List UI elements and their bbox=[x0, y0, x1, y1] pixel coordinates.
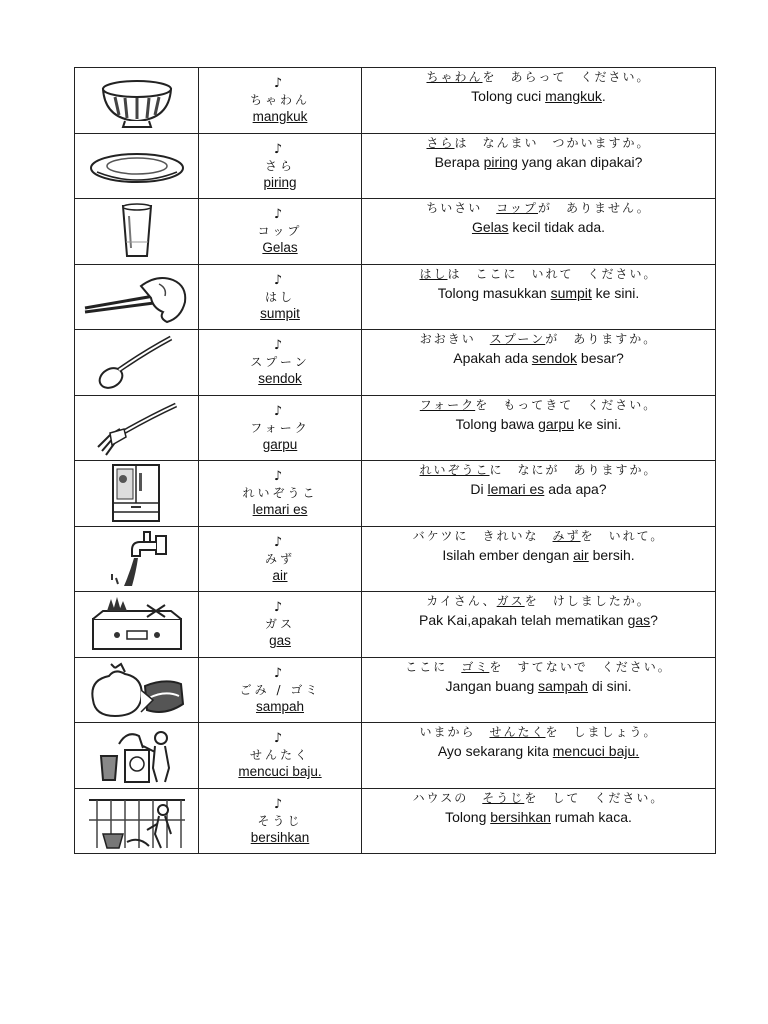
sentence-text: Apakah ada bbox=[453, 350, 532, 366]
sentence-text: を しましょう。 bbox=[545, 725, 658, 739]
sentence-text: di sini. bbox=[587, 677, 632, 694]
picture-cell bbox=[75, 133, 199, 199]
sentence-text: ? bbox=[650, 612, 658, 628]
sentence-text: kecil tidak ada. bbox=[508, 219, 606, 235]
indonesian-word: piring bbox=[263, 174, 297, 190]
indonesian-word: gas bbox=[269, 633, 291, 648]
japanese-sentence bbox=[362, 397, 715, 413]
vocabulary-table bbox=[74, 67, 716, 854]
sentence-text: は ここに いれて ください。 bbox=[447, 266, 658, 281]
table-row bbox=[75, 526, 716, 592]
music-note-icon[interactable]: ♪ bbox=[273, 534, 283, 550]
indonesian-word: sendok bbox=[258, 371, 302, 386]
indonesian-sentence bbox=[362, 742, 715, 760]
glass-icon bbox=[75, 202, 198, 260]
music-note-icon[interactable]: ♪ bbox=[273, 76, 283, 91]
word-cell bbox=[199, 264, 362, 330]
highlighted-word: そうじ bbox=[482, 790, 525, 805]
sentence-cell bbox=[362, 133, 716, 199]
highlighted-word: bersihkan bbox=[490, 808, 551, 825]
spoon-icon bbox=[75, 332, 198, 392]
japanese-word: はし bbox=[264, 289, 295, 304]
indonesian-word: bersihkan bbox=[250, 829, 310, 845]
indonesian-sentence bbox=[362, 415, 715, 433]
sentence-cell bbox=[362, 330, 716, 396]
japanese-sentence bbox=[362, 69, 715, 85]
sentence-cell bbox=[362, 657, 716, 723]
picture-cell bbox=[75, 723, 199, 789]
highlighted-word: mangkuk bbox=[545, 88, 602, 104]
sentence-text: ちいさい bbox=[426, 201, 497, 215]
sentence-text: Ayo sekarang kita bbox=[437, 743, 553, 759]
japanese-sentence bbox=[362, 462, 715, 478]
water-faucet-icon bbox=[75, 528, 198, 590]
table-row bbox=[75, 657, 716, 723]
sentence-text: は なんまい つかいますか。 bbox=[454, 135, 651, 150]
sentence-text: Jangan buang bbox=[445, 677, 539, 694]
sentence-cell bbox=[362, 592, 716, 658]
highlighted-word: スプーン bbox=[489, 332, 546, 346]
music-note-icon[interactable]: ♪ bbox=[273, 469, 283, 484]
sentence-text: besar? bbox=[577, 350, 624, 366]
japanese-sentence bbox=[362, 659, 715, 675]
indonesian-sentence bbox=[362, 611, 715, 629]
indonesian-word: mangkuk bbox=[252, 109, 308, 124]
indonesian-sentence bbox=[362, 546, 715, 564]
word-cell bbox=[199, 723, 362, 789]
greenhouse-cleaning-icon bbox=[75, 790, 198, 852]
music-note-icon[interactable]: ♪ bbox=[273, 338, 283, 353]
highlighted-word: さら bbox=[426, 135, 455, 150]
highlighted-word: garpu bbox=[538, 415, 574, 432]
japanese-word: ガス bbox=[264, 617, 295, 631]
sentence-cell bbox=[362, 788, 716, 854]
word-cell bbox=[199, 788, 362, 854]
indonesian-sentence bbox=[362, 480, 715, 498]
japanese-sentence bbox=[362, 135, 715, 151]
highlighted-word: gas bbox=[627, 612, 651, 628]
highlighted-word: フォーク bbox=[419, 397, 476, 412]
picture-cell bbox=[75, 68, 199, 134]
japanese-sentence bbox=[362, 593, 715, 609]
chopsticks-icon bbox=[75, 268, 198, 326]
refrigerator-icon bbox=[75, 463, 198, 523]
picture-cell bbox=[75, 526, 199, 592]
sentence-text: Tolong cuci bbox=[471, 88, 546, 104]
fork-icon bbox=[75, 399, 198, 457]
sentence-text: いまから bbox=[419, 725, 490, 739]
japanese-word: フォーク bbox=[250, 420, 310, 435]
sentence-text: rumah kaca. bbox=[550, 808, 632, 825]
sentence-text: を けしましたか。 bbox=[524, 594, 651, 608]
sentence-cell bbox=[362, 461, 716, 527]
sentence-text: を もってきて ください。 bbox=[475, 397, 658, 412]
sentence-cell bbox=[362, 723, 716, 789]
sentence-text: Tolong bawa bbox=[455, 415, 539, 432]
highlighted-word: piring bbox=[483, 153, 518, 170]
sentence-text: カイさん、 bbox=[426, 594, 497, 608]
table-row bbox=[75, 461, 716, 527]
music-note-icon[interactable]: ♪ bbox=[273, 403, 283, 419]
indonesian-sentence bbox=[362, 87, 715, 105]
word-cell bbox=[199, 199, 362, 265]
table-row bbox=[75, 133, 716, 199]
japanese-sentence bbox=[362, 266, 715, 282]
japanese-sentence bbox=[362, 790, 715, 806]
highlighted-word: コップ bbox=[496, 201, 539, 215]
sentence-text: が ありません。 bbox=[538, 201, 651, 215]
picture-cell bbox=[75, 592, 199, 658]
sentence-cell bbox=[362, 68, 716, 134]
sentence-cell bbox=[362, 264, 716, 330]
word-cell bbox=[199, 330, 362, 396]
highlighted-word: ガス bbox=[496, 594, 525, 608]
table-row bbox=[75, 788, 716, 854]
sentence-text: yang akan dipakai? bbox=[517, 153, 643, 170]
table-row bbox=[75, 330, 716, 396]
indonesian-sentence bbox=[362, 677, 715, 695]
garbage-bag-icon bbox=[75, 660, 198, 720]
japanese-word: スプーン bbox=[250, 355, 310, 369]
sentence-text: bersih. bbox=[588, 546, 635, 563]
table-row bbox=[75, 395, 716, 461]
picture-cell bbox=[75, 788, 199, 854]
sentence-text: . bbox=[601, 88, 606, 104]
indonesian-word: Gelas bbox=[262, 240, 298, 255]
highlighted-word: sumpit bbox=[550, 284, 592, 301]
highlighted-word: mencuci baju. bbox=[552, 743, 640, 759]
picture-cell bbox=[75, 461, 199, 527]
picture-cell bbox=[75, 657, 199, 723]
indonesian-word: sumpit bbox=[260, 305, 300, 321]
sentence-text: に なにが ありますか。 bbox=[489, 463, 658, 477]
indonesian-sentence bbox=[362, 808, 715, 826]
picture-cell bbox=[75, 199, 199, 265]
picture-cell bbox=[75, 330, 199, 396]
japanese-word: せんたく bbox=[249, 748, 310, 762]
music-note-icon[interactable]: ♪ bbox=[273, 600, 283, 615]
music-note-icon[interactable]: ♪ bbox=[273, 141, 283, 157]
highlighted-word: せんたく bbox=[489, 725, 546, 739]
sentence-text: Tolong bbox=[445, 808, 491, 825]
highlighted-word: Gelas bbox=[471, 219, 509, 235]
japanese-sentence bbox=[362, 200, 715, 216]
sentence-text: を して ください。 bbox=[524, 790, 665, 805]
highlighted-word: れいぞうこ bbox=[419, 463, 490, 477]
sentence-cell bbox=[362, 199, 716, 265]
music-note-icon[interactable]: ♪ bbox=[273, 272, 283, 288]
japanese-sentence bbox=[362, 528, 715, 544]
vocabulary-table-body bbox=[75, 68, 716, 854]
table-row bbox=[75, 592, 716, 658]
sentence-text: Tolong masukkan bbox=[437, 284, 551, 301]
indonesian-sentence bbox=[362, 218, 715, 236]
japanese-word: コップ bbox=[257, 224, 303, 238]
indonesian-word: garpu bbox=[262, 436, 298, 452]
plate-icon bbox=[75, 144, 198, 188]
sentence-cell bbox=[362, 526, 716, 592]
bowl-icon bbox=[75, 71, 198, 129]
picture-cell bbox=[75, 264, 199, 330]
sentence-text: おおきい bbox=[419, 332, 490, 346]
sentence-text: を すてないで ください。 bbox=[489, 659, 672, 674]
sentence-text: ke sini. bbox=[591, 284, 640, 301]
indonesian-word: mencuci baju. bbox=[238, 764, 322, 779]
japanese-sentence bbox=[362, 331, 715, 347]
table-row bbox=[75, 723, 716, 789]
sentence-cell bbox=[362, 395, 716, 461]
word-cell bbox=[199, 592, 362, 658]
sentence-text: Di bbox=[470, 481, 488, 497]
japanese-sentence bbox=[362, 724, 715, 740]
indonesian-word: lemari es bbox=[252, 502, 308, 517]
indonesian-sentence bbox=[362, 349, 715, 367]
indonesian-word: air bbox=[272, 567, 288, 583]
table-row bbox=[75, 199, 716, 265]
sentence-text: ada apa? bbox=[544, 481, 607, 497]
sentence-text: が ありますか。 bbox=[545, 332, 658, 346]
highlighted-word: はし bbox=[419, 266, 448, 281]
music-note-icon[interactable]: ♪ bbox=[273, 731, 283, 746]
laundry-icon bbox=[75, 724, 198, 786]
word-cell bbox=[199, 68, 362, 134]
sentence-text: ke sini. bbox=[573, 415, 622, 432]
japanese-word: そうじ bbox=[257, 813, 303, 828]
highlighted-word: ちゃわん bbox=[426, 70, 483, 84]
word-cell bbox=[199, 657, 362, 723]
japanese-word: さら bbox=[264, 158, 295, 173]
indonesian-sentence bbox=[362, 153, 715, 171]
sentence-text: Berapa bbox=[434, 153, 484, 170]
word-cell bbox=[199, 461, 362, 527]
music-note-icon[interactable]: ♪ bbox=[273, 207, 283, 222]
word-cell bbox=[199, 395, 362, 461]
japanese-word: れいぞうこ bbox=[242, 486, 318, 500]
japanese-word: ごみ / ゴミ bbox=[239, 682, 321, 697]
highlighted-word: sendok bbox=[531, 350, 578, 366]
highlighted-word: ゴミ bbox=[461, 659, 490, 674]
gas-stove-icon bbox=[75, 595, 198, 653]
sentence-text: ここに bbox=[405, 659, 462, 674]
sentence-text: を あらって ください。 bbox=[482, 70, 651, 84]
highlighted-word: lemari es bbox=[487, 481, 545, 497]
picture-cell bbox=[75, 395, 199, 461]
word-cell bbox=[199, 526, 362, 592]
sentence-text: ハウスの bbox=[412, 790, 483, 805]
highlighted-word: みず bbox=[552, 528, 581, 543]
highlighted-word: sampah bbox=[538, 677, 588, 694]
table-row bbox=[75, 264, 716, 330]
music-note-icon[interactable]: ♪ bbox=[273, 665, 283, 681]
sentence-text: を いれて。 bbox=[580, 528, 665, 543]
sentence-text: Pak Kai,apakah telah mematikan bbox=[419, 612, 628, 628]
sentence-text: バケツに きれいな bbox=[412, 528, 553, 543]
table-row bbox=[75, 68, 716, 134]
indonesian-sentence bbox=[362, 284, 715, 302]
japanese-word: ちゃわん bbox=[249, 93, 310, 107]
highlighted-word: air bbox=[573, 546, 589, 563]
word-cell bbox=[199, 133, 362, 199]
japanese-word: みず bbox=[264, 551, 295, 566]
sentence-text: Isilah ember dengan bbox=[442, 546, 574, 563]
music-note-icon[interactable]: ♪ bbox=[273, 796, 283, 812]
indonesian-word: sampah bbox=[255, 698, 305, 714]
